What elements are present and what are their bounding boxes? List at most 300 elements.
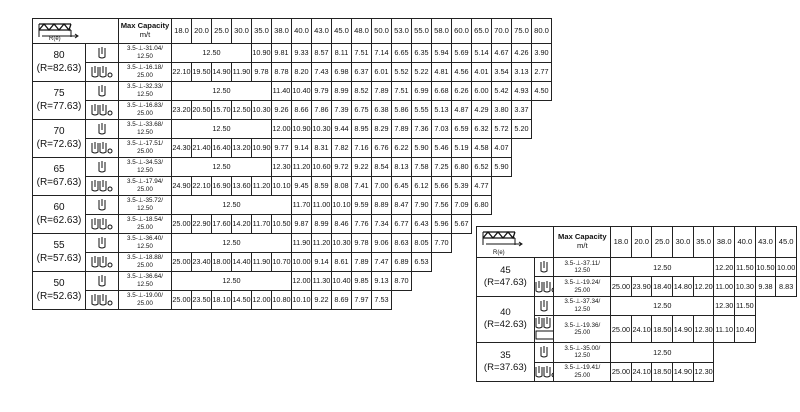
capacity-value: 6.77 (392, 215, 412, 234)
empty-cell (512, 196, 532, 215)
capacity-value: 4.07 (492, 139, 512, 158)
config-cell (554, 296, 611, 315)
config-line: 3.5-⊥-19.00/ (127, 292, 163, 300)
capacity-value: 8.57 (312, 44, 332, 63)
empty-cell (776, 343, 797, 362)
capacity-value: 12.50 (172, 272, 292, 291)
counterweight-cell (86, 139, 119, 158)
counterweight-single-icon (96, 198, 108, 212)
counterweight-single-icon (96, 160, 108, 174)
counterweight-double-icon (91, 255, 113, 269)
capacity-value: 9.78 (352, 234, 372, 253)
config-cell (119, 101, 172, 120)
counterweight-single-icon (96, 46, 108, 60)
capacity-value: 12.50 (172, 120, 272, 139)
capacity-value: 4.67 (492, 44, 512, 63)
capacity-value: 9.38 (755, 277, 776, 296)
capacity-row (33, 177, 552, 196)
capacity-value: 10.90 (252, 44, 272, 63)
counterweight-double-icon (91, 65, 113, 79)
capacity-value: 8.66 (292, 101, 312, 120)
boom-length: 60 (53, 202, 65, 213)
counterweight-double-icon (91, 293, 113, 307)
radius-header: 40.0 (735, 227, 756, 258)
capacity-value: 18.40 (652, 277, 673, 296)
empty-cell (532, 101, 552, 120)
capacity-row (33, 291, 552, 310)
capacity-value: 4.87 (452, 101, 472, 120)
max-capacity-header (119, 19, 172, 44)
capacity-value: 7.43 (312, 63, 332, 82)
capacity-value: 14.90 (212, 63, 232, 82)
capacity-value: 12.00 (272, 120, 292, 139)
capacity-value: 6.01 (372, 63, 392, 82)
capacity-value: 12.50 (172, 158, 272, 177)
capacity-value: 10.90 (292, 120, 312, 139)
capacity-value: 23.40 (192, 253, 212, 272)
capacity-value: 6.45 (392, 177, 412, 196)
capacity-value: 7.09 (452, 196, 472, 215)
capacity-value: 9.14 (312, 253, 332, 272)
counterweight-cell (534, 343, 554, 362)
capacity-value: 4.58 (472, 139, 492, 158)
capacity-row (33, 82, 552, 101)
config-line: 3.5-⊥-33.68/ (127, 121, 163, 129)
capacity-value: 9.85 (352, 272, 372, 291)
counterweight-single-icon (538, 260, 550, 274)
capacity-row (33, 215, 552, 234)
capacity-value: 5.13 (432, 101, 452, 120)
config-line: 3.5-⊥-16.83/ (127, 102, 163, 110)
boom-length-cell (33, 120, 86, 158)
radius-header: 50.0 (372, 19, 392, 44)
radius-header: 65.0 (472, 19, 492, 44)
empty-cell (532, 158, 552, 177)
config-line: 12.50 (137, 167, 153, 174)
capacity-value: 4.56 (452, 63, 472, 82)
config-line: 25.00 (137, 224, 153, 231)
counterweight-cell (534, 362, 554, 381)
counterweight-cell (86, 44, 119, 63)
radius-header: 25.0 (212, 19, 232, 44)
capacity-value: 5.46 (432, 139, 452, 158)
radius-header: 38.0 (272, 19, 292, 44)
config-line: 12.50 (137, 53, 153, 60)
capacity-value: 5.90 (412, 139, 432, 158)
counterweight-single-icon (538, 299, 550, 313)
empty-cell (512, 177, 532, 196)
radius-header: 20.0 (631, 227, 652, 258)
capacity-value: 8.05 (412, 234, 432, 253)
radius-header: 70.0 (492, 19, 512, 44)
capacity-value: 9.22 (312, 291, 332, 310)
config-line: 3.5-⊥-37.11/ (564, 259, 601, 267)
capacity-value: 5.42 (492, 82, 512, 101)
capacity-value: 7.97 (352, 291, 372, 310)
capacity-value: 6.89 (392, 253, 412, 272)
empty-cell (432, 253, 452, 272)
capacity-value: 6.75 (352, 101, 372, 120)
capacity-value: 10.00 (292, 253, 312, 272)
empty-cell (432, 272, 452, 291)
capacity-value: 8.99 (332, 82, 352, 101)
capacity-value: 7.58 (412, 158, 432, 177)
radius-header: 20.0 (192, 19, 212, 44)
capacity-row (33, 158, 552, 177)
capacity-value: 7.16 (352, 139, 372, 158)
capacity-row (477, 343, 797, 362)
capacity-value: 8.78 (272, 63, 292, 82)
capacity-value: 9.81 (272, 44, 292, 63)
capacity-value: 7.89 (392, 120, 412, 139)
capacity-value: 11.90 (292, 234, 312, 253)
config-cell (119, 82, 172, 101)
capacity-value: 8.13 (392, 158, 412, 177)
radius-header: 18.0 (611, 227, 632, 258)
counterweight-double-icon (91, 217, 113, 231)
capacity-value: 25.00 (611, 277, 632, 296)
capacity-value: 11.70 (292, 196, 312, 215)
header-diagram-cell (477, 227, 554, 258)
max-capacity-unit: m/t (577, 241, 588, 250)
capacity-value: 8.29 (372, 120, 392, 139)
boom-radius-note: (R=82.63) (36, 62, 82, 74)
capacity-row (33, 101, 552, 120)
empty-cell (755, 316, 776, 343)
config-cell (119, 234, 172, 253)
radius-glyph: R(e) (49, 35, 61, 42)
capacity-value: 24.90 (172, 177, 192, 196)
capacity-value: 10.10 (272, 177, 292, 196)
empty-cell (492, 196, 512, 215)
empty-cell (512, 139, 532, 158)
empty-cell (432, 291, 452, 310)
capacity-value: 8.52 (352, 82, 372, 101)
capacity-value: 7.14 (372, 44, 392, 63)
capacity-value: 12.00 (252, 291, 272, 310)
capacity-value: 11.70 (252, 215, 272, 234)
config-cell (119, 253, 172, 272)
config-line: 3.5-⊥-18.88/ (127, 254, 163, 262)
capacity-value: 6.99 (412, 82, 432, 101)
config-cell (119, 215, 172, 234)
capacity-value: 24.10 (631, 316, 652, 343)
max-capacity-label: Max Capacity (120, 21, 170, 31)
boom-radius-note: (R=72.63) (36, 138, 82, 150)
capacity-value: 25.00 (172, 215, 192, 234)
empty-cell (452, 291, 472, 310)
capacity-value: 11.50 (735, 258, 756, 277)
capacity-value: 7.36 (412, 120, 432, 139)
config-line: 12.50 (137, 91, 153, 98)
empty-cell (776, 316, 797, 343)
capacity-value: 6.38 (372, 101, 392, 120)
config-line: 3.5-⊥-36.64/ (127, 273, 163, 281)
radius-header: 35.0 (693, 227, 714, 258)
empty-cell (412, 291, 432, 310)
boom-length: 40 (500, 307, 511, 319)
capacity-row (33, 120, 552, 139)
radius-header: 45.0 (776, 227, 797, 258)
config-line: 12.50 (137, 205, 153, 212)
capacity-value: 2.77 (532, 63, 552, 82)
capacity-value: 5.66 (432, 177, 452, 196)
capacity-value: 9.87 (292, 215, 312, 234)
counterweight-double-icon (535, 365, 554, 379)
capacity-value: 11.10 (714, 316, 735, 343)
capacity-value: 7.90 (412, 196, 432, 215)
boom-diagram-icon (481, 230, 529, 250)
capacity-value: 10.30 (252, 101, 272, 120)
empty-cell (452, 234, 472, 253)
capacity-value: 9.78 (252, 63, 272, 82)
boom-length-cell (33, 44, 86, 82)
capacity-value: 6.35 (412, 44, 432, 63)
capacity-value: 6.22 (392, 139, 412, 158)
boom-length-cell (33, 196, 86, 234)
boom-length: 75 (53, 88, 65, 99)
capacity-value: 5.69 (452, 44, 472, 63)
capacity-value: 10.50 (755, 258, 776, 277)
capacity-value: 6.37 (352, 63, 372, 82)
radius-header: 30.0 (673, 227, 694, 258)
counterweight-single-icon (96, 122, 108, 136)
capacity-value: 12.30 (272, 158, 292, 177)
boom-radius-note: (R=37.63) (483, 362, 527, 374)
capacity-value: 5.94 (432, 44, 452, 63)
capacity-value: 7.82 (332, 139, 352, 158)
capacity-value: 6.68 (432, 82, 452, 101)
boom-length-cell (477, 343, 535, 382)
counterweight-cell (534, 277, 554, 296)
config-cell (119, 291, 172, 310)
capacity-value: 7.89 (352, 253, 372, 272)
capacity-value: 8.95 (352, 120, 372, 139)
config-line: 25.00 (137, 262, 153, 269)
counterweight-cell (86, 158, 119, 177)
capacity-row (33, 196, 552, 215)
capacity-value: 5.20 (512, 120, 532, 139)
capacity-value: 5.14 (472, 44, 492, 63)
radius-header: 80.0 (532, 19, 552, 44)
config-line: 3.5-⊥-32.33/ (127, 83, 163, 91)
config-cell (119, 63, 172, 82)
capacity-row (33, 253, 552, 272)
config-cell (119, 139, 172, 158)
counterweight-cell (534, 296, 554, 315)
capacity-row (477, 296, 797, 315)
capacity-value: 5.19 (452, 139, 472, 158)
counterweight-cell (86, 82, 119, 101)
capacity-value: 7.51 (352, 44, 372, 63)
capacity-value: 5.52 (392, 63, 412, 82)
boom-length: 55 (53, 240, 65, 251)
config-line: 12.50 (574, 352, 591, 360)
empty-cell (714, 343, 735, 362)
capacity-value: 12.50 (172, 196, 292, 215)
boom-length-cell (33, 82, 86, 120)
capacity-value: 10.60 (312, 158, 332, 177)
counterweight-cell (86, 196, 119, 215)
capacity-value: 11.30 (312, 272, 332, 291)
capacity-value: 9.79 (312, 82, 332, 101)
capacity-value: 9.77 (272, 139, 292, 158)
capacity-value: 23.50 (192, 291, 212, 310)
capacity-value: 10.70 (272, 253, 292, 272)
capacity-value: 8.31 (312, 139, 332, 158)
config-cell (119, 272, 172, 291)
capacity-row (33, 272, 552, 291)
capacity-value: 8.54 (372, 158, 392, 177)
capacity-value: 5.39 (452, 177, 472, 196)
max-capacity-label: Max Capacity (558, 232, 607, 242)
capacity-value: 18.50 (652, 316, 673, 343)
radius-header: 43.0 (755, 227, 776, 258)
capacity-value: 11.40 (272, 82, 292, 101)
empty-cell (452, 253, 472, 272)
config-cell (554, 258, 611, 277)
config-line: 3.5-⊥-17.94/ (127, 178, 163, 186)
empty-cell (735, 362, 756, 381)
capacity-value: 8.11 (332, 44, 352, 63)
boom-length: 35 (500, 350, 511, 362)
capacity-value: 25.00 (611, 316, 632, 343)
counterweight-cell (86, 215, 119, 234)
capacity-value: 7.47 (372, 253, 392, 272)
capacity-value: 4.93 (512, 82, 532, 101)
capacity-value: 12.30 (693, 316, 714, 343)
capacity-value: 8.46 (332, 215, 352, 234)
boom-length-cell (477, 258, 535, 297)
boom-length: 50 (53, 278, 65, 289)
capacity-value: 6.00 (472, 82, 492, 101)
counterweight-single-icon (96, 274, 108, 288)
boom-length-cell (33, 234, 86, 272)
capacity-value: 10.30 (312, 120, 332, 139)
config-line: 12.50 (574, 305, 591, 313)
capacity-value: 20.50 (192, 101, 212, 120)
config-line: 25.00 (137, 300, 153, 307)
capacity-value: 7.70 (432, 234, 452, 253)
empty-cell (512, 158, 532, 177)
capacity-value: 10.30 (332, 234, 352, 253)
radius-header: 75.0 (512, 19, 532, 44)
counterweight-cell (86, 177, 119, 196)
counterweight-cell (534, 316, 554, 343)
empty-cell (412, 272, 432, 291)
capacity-value: 8.69 (332, 291, 352, 310)
capacity-value: 4.81 (432, 63, 452, 82)
capacity-row (33, 139, 552, 158)
radius-header: 48.0 (352, 19, 372, 44)
capacity-value: 6.53 (412, 253, 432, 272)
config-cell (554, 343, 611, 362)
config-line: 3.5-⊥-36.40/ (127, 235, 163, 243)
capacity-value: 10.10 (292, 291, 312, 310)
capacity-value: 11.50 (735, 296, 756, 315)
empty-cell (532, 177, 552, 196)
capacity-value: 12.20 (714, 258, 735, 277)
capacity-value: 3.54 (492, 63, 512, 82)
capacity-row (33, 63, 552, 82)
config-line: 3.5-⊥-35.00/ (564, 344, 601, 352)
capacity-value: 9.13 (372, 272, 392, 291)
config-cell (119, 120, 172, 139)
config-cell (554, 362, 611, 381)
capacity-value: 24.10 (631, 362, 652, 381)
capacity-value: 12.50 (611, 296, 714, 315)
capacity-value: 14.50 (232, 291, 252, 310)
capacity-value: 18.10 (212, 291, 232, 310)
capacity-value: 13.60 (232, 177, 252, 196)
capacity-value: 11.90 (232, 63, 252, 82)
empty-cell (532, 120, 552, 139)
counterweight-cell (86, 101, 119, 120)
radius-header: 18.0 (172, 19, 192, 44)
capacity-value: 9.06 (372, 234, 392, 253)
load-chart-right (476, 226, 797, 382)
capacity-row (33, 44, 552, 63)
config-line: 25.00 (574, 371, 591, 379)
capacity-value: 19.50 (192, 63, 212, 82)
capacity-value: 14.40 (232, 253, 252, 272)
capacity-value: 9.72 (332, 158, 352, 177)
boom-diagram-icon (37, 22, 85, 42)
capacity-value: 12.50 (611, 258, 714, 277)
capacity-value: 11.20 (292, 158, 312, 177)
header-row (477, 227, 797, 258)
capacity-value: 8.47 (392, 196, 412, 215)
empty-cell (714, 362, 735, 381)
capacity-value: 10.30 (735, 277, 756, 296)
radius-header: 35.0 (252, 19, 272, 44)
capacity-value: 4.77 (472, 177, 492, 196)
boom-length: 65 (53, 164, 65, 175)
capacity-value: 10.10 (332, 196, 352, 215)
capacity-value: 8.83 (776, 277, 797, 296)
capacity-value: 14.90 (673, 316, 694, 343)
counterweight-cell (86, 63, 119, 82)
radius-header: 45.0 (332, 19, 352, 44)
capacity-value: 9.59 (352, 196, 372, 215)
capacity-value: 23.20 (172, 101, 192, 120)
boom-length-cell (477, 296, 535, 342)
config-line: 3.5-⊥-18.54/ (127, 216, 163, 224)
capacity-value: 12.30 (693, 362, 714, 381)
capacity-value: 12.50 (172, 234, 292, 253)
counterweight-double-icon (91, 141, 113, 155)
capacity-value: 10.50 (272, 215, 292, 234)
radius-header: 53.0 (392, 19, 412, 44)
capacity-value: 12.00 (292, 272, 312, 291)
capacity-value: 9.26 (272, 101, 292, 120)
capacity-value: 13.20 (232, 139, 252, 158)
boom-radius-note: (R=57.63) (36, 252, 82, 264)
capacity-value: 7.89 (372, 82, 392, 101)
capacity-value: 8.59 (312, 177, 332, 196)
capacity-value: 8.20 (292, 63, 312, 82)
empty-cell (755, 343, 776, 362)
counterweight-cell (534, 258, 554, 277)
capacity-value: 6.76 (372, 139, 392, 158)
capacity-value: 5.72 (492, 120, 512, 139)
boom-length: 80 (53, 50, 65, 61)
capacity-value: 12.20 (693, 277, 714, 296)
radius-header: 25.0 (652, 227, 673, 258)
capacity-value: 7.39 (332, 101, 352, 120)
capacity-value: 6.65 (392, 44, 412, 63)
capacity-value: 17.60 (212, 215, 232, 234)
